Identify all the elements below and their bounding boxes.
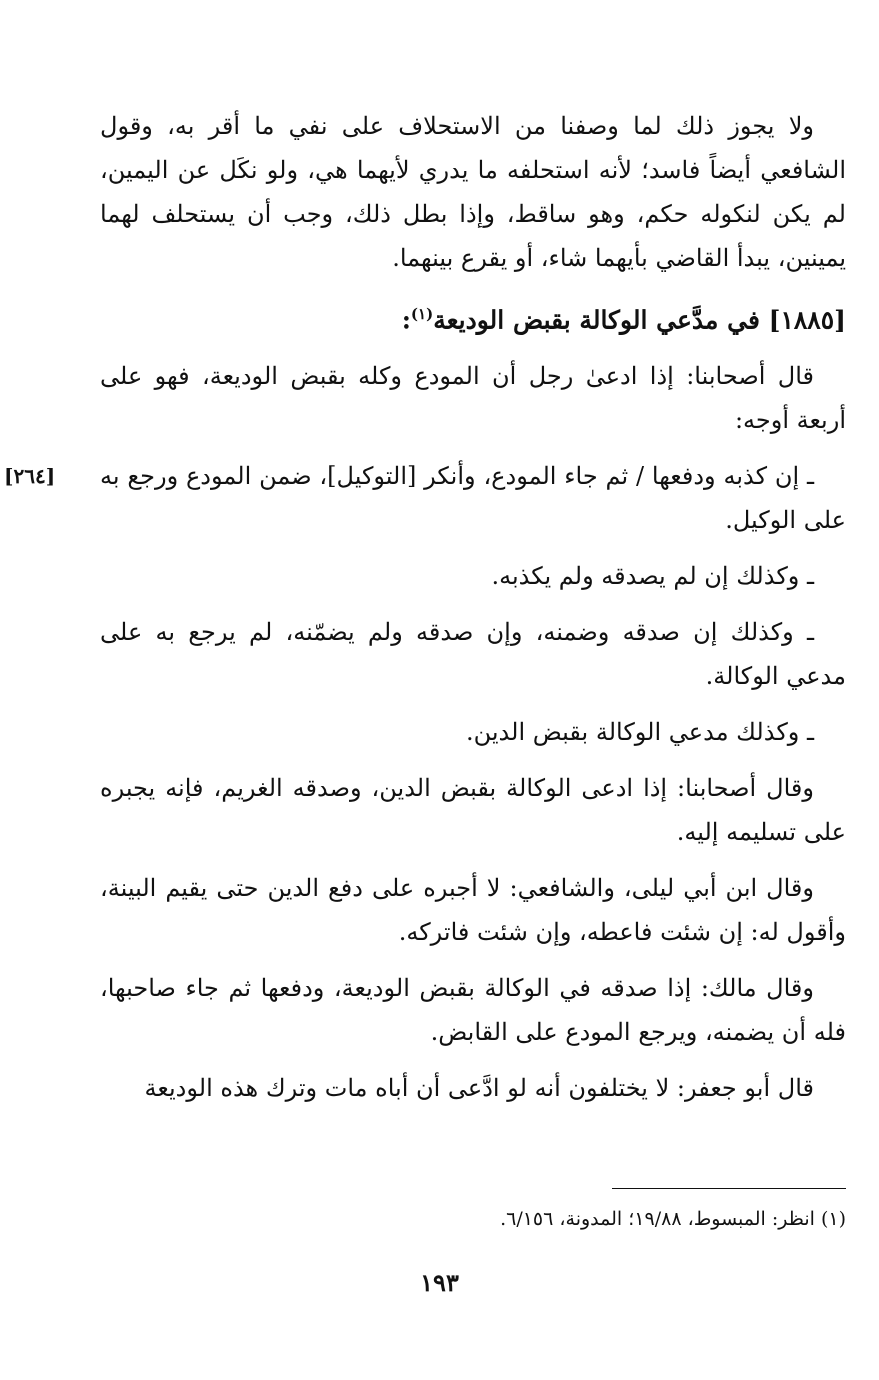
paragraph	[4, 454, 846, 542]
paragraph: ـ وكذلك إن لم يصدقه ولم يكذبه.	[491, 562, 814, 591]
section-heading-title: [١٨٨٥] في مدَّعي الوكالة بقبض الوديعة	[433, 305, 846, 335]
margin-page-reference: [٢٦٤]	[4, 464, 56, 489]
footnote-separator	[612, 1188, 846, 1189]
section-heading-colon: :	[401, 305, 411, 335]
paragraph: وقال ابن أبي ليلى، والشافعي: لا أجبره على دفع الدين حتى يقيم البينة، وأقول له: إن شئت فاعطه، وإن شئت فاتركه.	[100, 874, 846, 947]
paragraph-text: ـ إن كذبه ودفعها / ثم جاء المودع، وأنكر [التوكيل]، ضمن المودع ورجع به على الوكيل.	[100, 462, 846, 535]
main-text	[4, 104, 846, 1122]
page-number: ١٩٣	[420, 1268, 459, 1297]
paragraph: قال أصحابنا: إذا ادعىٰ رجل أن المودع وكله بقبض الوديعة، فهو على أربعة أوجه:	[100, 362, 846, 435]
paragraph: وقال أصحابنا: إذا ادعى الوكالة بقبض الدين، وصدقه الغريم، فإنه يجبره على تسليمه إليه.	[100, 774, 846, 847]
footnote-marker: (١)	[410, 305, 434, 323]
footnote: (١) انظر: المبسوط، ١٩/٨٨؛ المدونة، ٦/١٥٦.	[500, 1208, 846, 1230]
paragraph: ولا يجوز ذلك لما وصفنا من الاستحلاف على نفي ما أقر به، وقول الشافعي أيضاً فاسد؛ لأنه استحلفه ما يدري لأيهما هي، ولو نكَل عن اليمين، لم يكن لنكوله حكم، وهو ساقط، وإذا بطل ذلك، وجب أن يستحلف لهما يمينين، يبدأ القاضي بأيهما شاء، أو يقرع بينهما.	[100, 112, 846, 272]
paragraph: ـ وكذلك مدعي الوكالة بقبض الدين.	[465, 718, 814, 747]
section-heading	[100, 292, 846, 342]
paragraph: ـ وكذلك إن صدقه وضمنه، وإن صدقه ولم يضمّنه، لم يرجع به على مدعي الوكالة.	[100, 618, 846, 691]
paragraph: قال أبو جعفر: لا يختلفون أنه لو ادَّعى أن أباه مات وترك هذه الوديعة	[144, 1074, 814, 1103]
paragraph: وقال مالك: إذا صدقه في الوكالة بقبض الوديعة، ودفعها ثم جاء صاحبها، فله أن يضمنه، ويرجع المودع على القابض.	[100, 974, 846, 1047]
